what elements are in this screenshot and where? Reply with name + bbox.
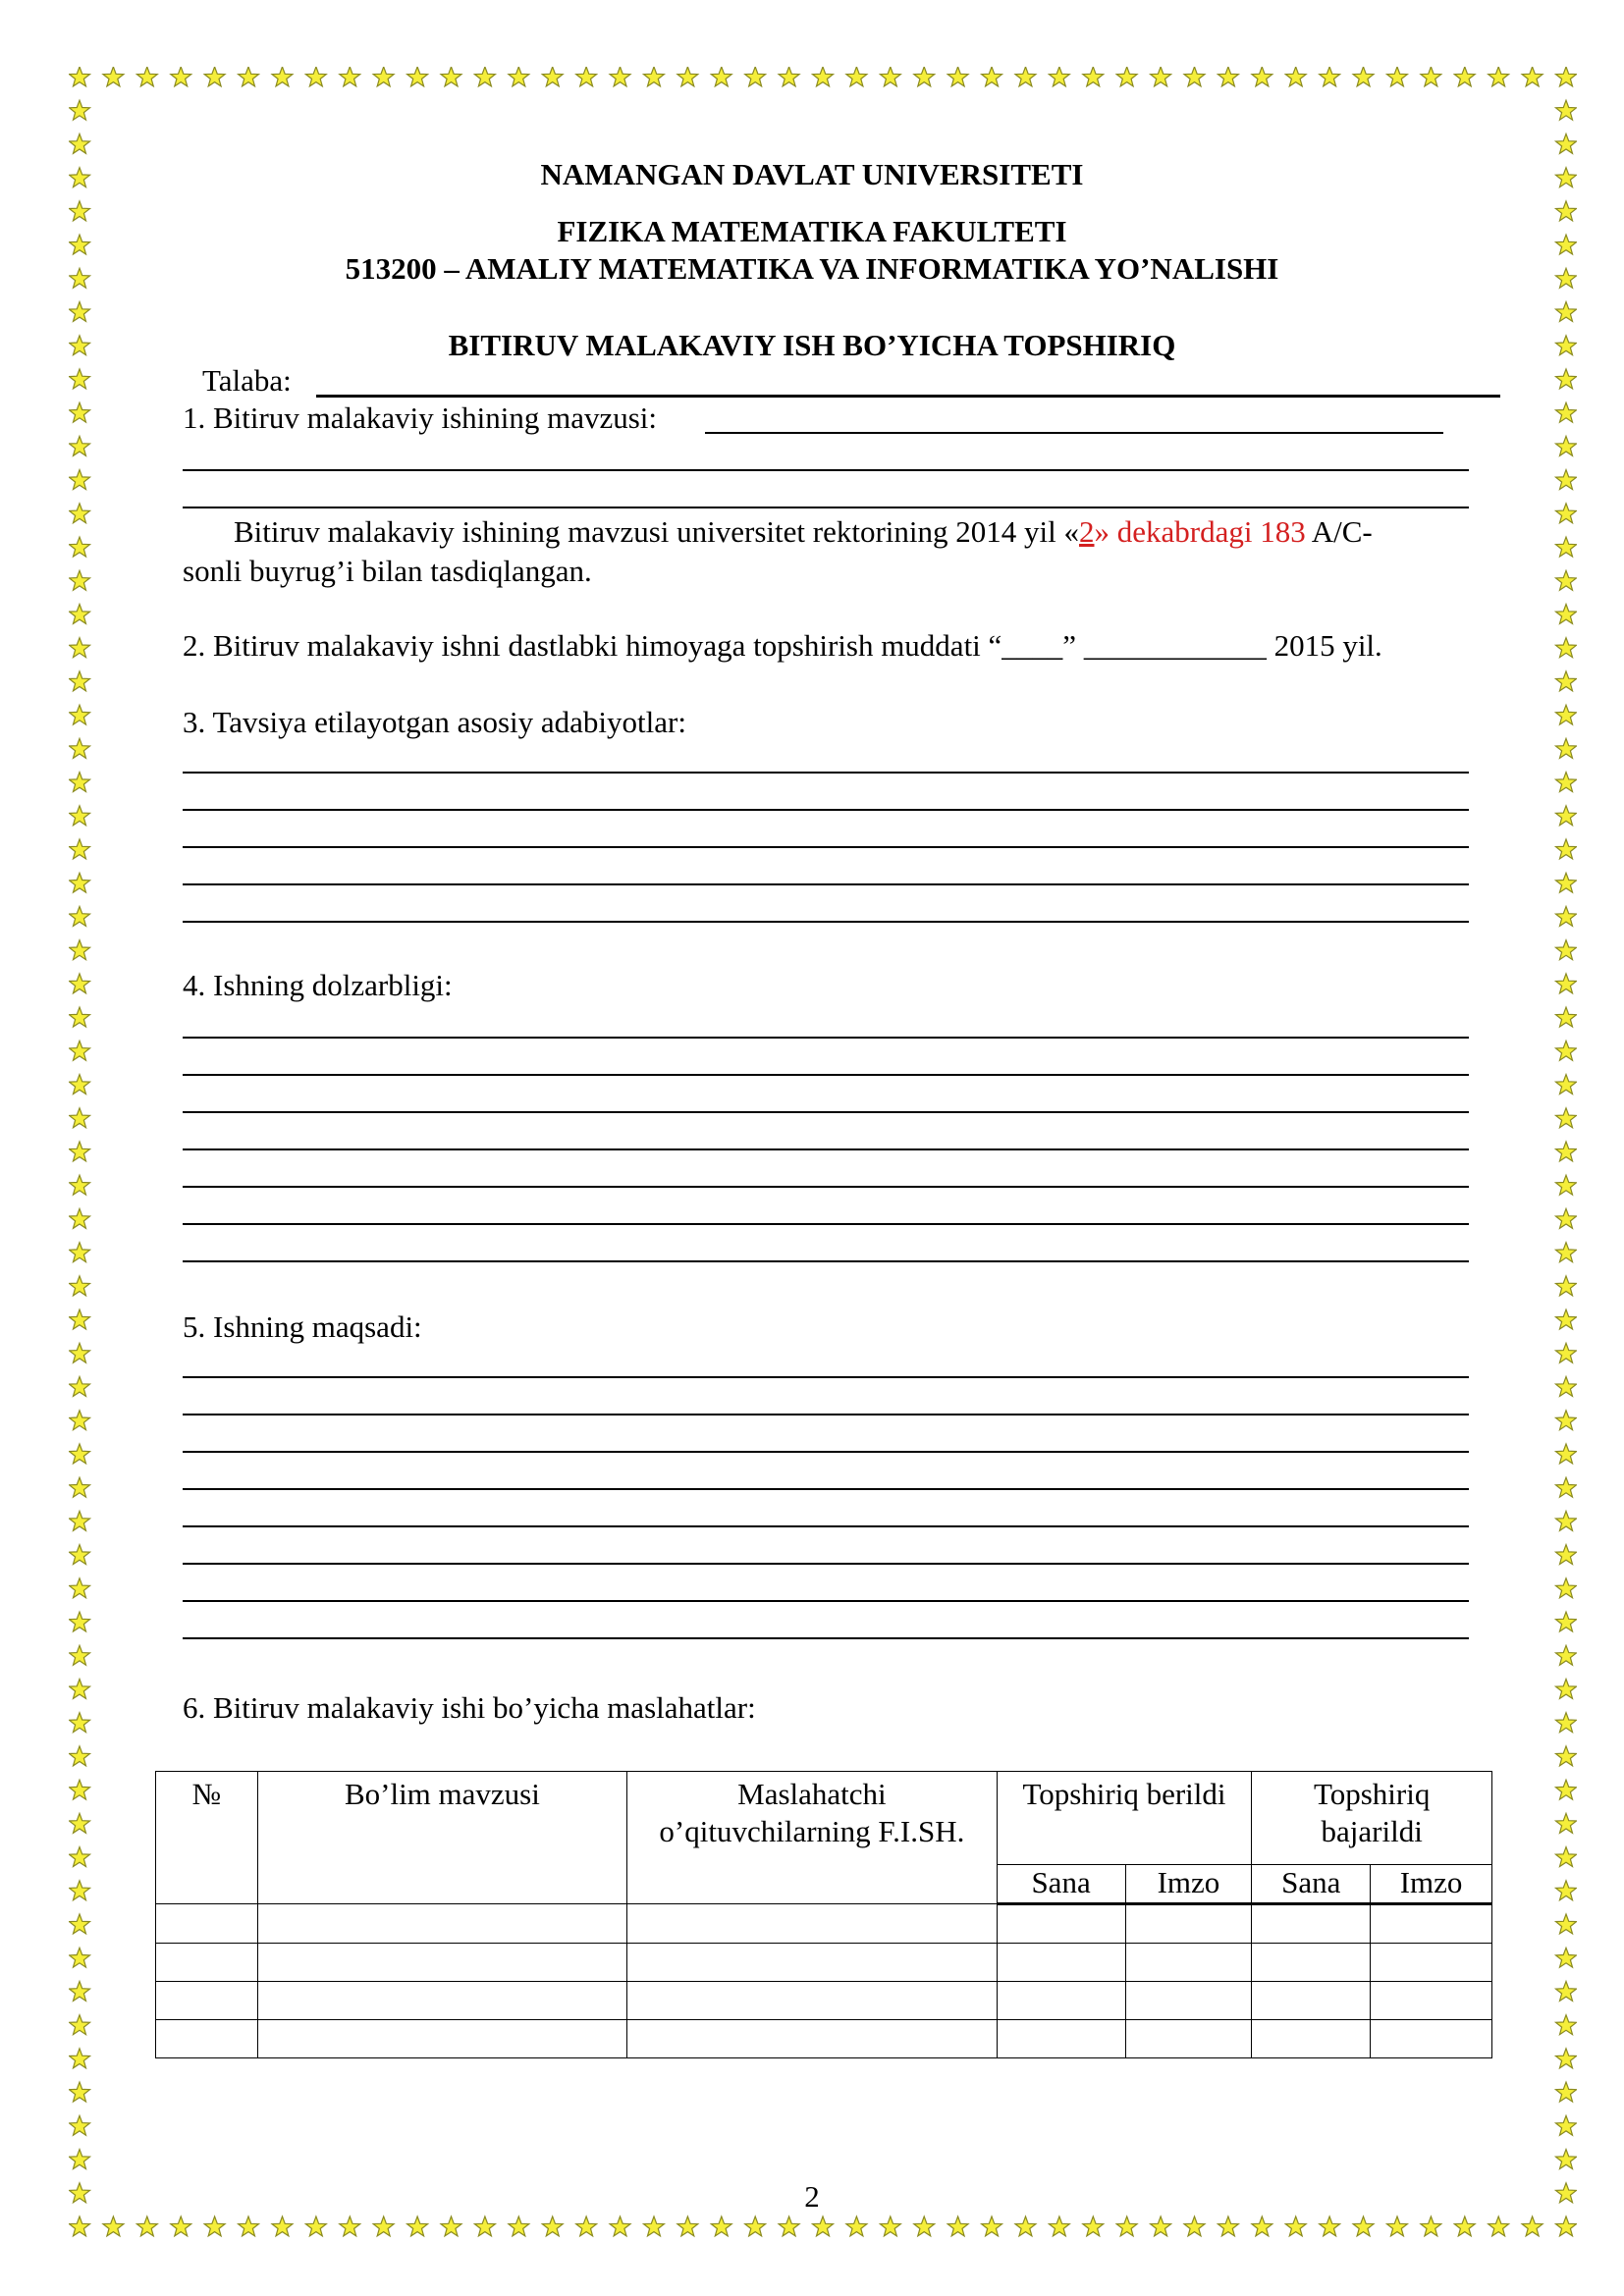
approval-paragraph [183,512,1516,552]
relevance-line[interactable] [183,1260,1469,1262]
table-cell[interactable] [156,2020,258,2058]
literature-line[interactable] [183,809,1469,811]
topic-label: 1. Bitiruv malakaviy ishining mavzusi: [183,400,658,435]
table-cell[interactable] [156,1982,258,2020]
table-cell[interactable] [1125,2020,1252,2058]
table-cell[interactable] [1252,1944,1371,1982]
approval-date: » dekabrdagi 183 [1094,514,1306,549]
table-cell[interactable] [1125,1944,1252,1982]
goal-line[interactable] [183,1414,1469,1415]
table-cell[interactable] [1371,1904,1492,1944]
literature-line[interactable] [183,883,1469,885]
table-cell[interactable] [1252,2020,1371,2058]
sub-header-sign: Imzo [1371,1865,1492,1904]
table-cell[interactable] [1371,1982,1492,2020]
table-cell[interactable] [627,2020,997,2058]
table-cell[interactable] [627,1944,997,1982]
col-header-done [1252,1772,1492,1865]
goal-line[interactable] [183,1488,1469,1490]
table-cell[interactable] [1125,1982,1252,2020]
goal-line[interactable] [183,1376,1469,1378]
col-header-consultant-line1: Maslahatchi [737,1777,887,1811]
literature-line[interactable] [183,846,1469,848]
table-cell[interactable] [627,1982,997,2020]
col-header-number: № [156,1772,258,1904]
literature-line[interactable] [183,772,1469,774]
col-header-section: Bo’lim mavzusi [257,1772,626,1904]
table-cell[interactable] [627,1904,997,1944]
table-cell[interactable] [257,1904,626,1944]
approval-text: Bitiruv malakaviy ishining mavzusi universitet rektorining 2014 yil « [234,514,1079,549]
table-cell[interactable] [257,1982,626,2020]
relevance-line[interactable] [183,1148,1469,1150]
goal-line[interactable] [183,1525,1469,1527]
student-label: Talaba: [202,363,292,398]
sub-header-sign: Imzo [1125,1865,1252,1904]
col-header-done-line2: bajarildi [1321,1814,1423,1848]
table-cell[interactable] [1371,1944,1492,1982]
consultations-label: 6. Bitiruv malakaviy ishi bo’yicha maslahatlar: [183,1690,756,1725]
table-cell[interactable] [1252,1904,1371,1944]
table-cell[interactable] [257,1944,626,1982]
table-row [156,1904,1492,1944]
relevance-line[interactable] [183,1037,1469,1039]
relevance-line[interactable] [183,1074,1469,1076]
col-header-done-line1: Topshiriq [1313,1777,1431,1811]
approval-day: 2 [1079,514,1095,549]
table-cell[interactable] [156,1944,258,1982]
university-name: NAMANGAN DAVLAT UNIVERSITETI [540,157,1084,191]
relevance-line[interactable] [183,1223,1469,1225]
table-cell[interactable] [1371,2020,1492,2058]
goal-label: 5. Ishning maqsadi: [183,1309,422,1344]
sub-header-date: Sana [997,1865,1125,1904]
table-cell[interactable] [997,1944,1125,1982]
page-number: 2 [804,2179,820,2214]
goal-line[interactable] [183,1600,1469,1602]
topic-field-line[interactable] [183,507,1469,508]
col-header-consultant [627,1772,997,1904]
relevance-line[interactable] [183,1186,1469,1188]
table-cell[interactable] [156,1904,258,1944]
topic-field-line[interactable] [183,469,1469,471]
relevance-line[interactable] [183,1111,1469,1113]
goal-line[interactable] [183,1563,1469,1565]
topic-field[interactable] [705,432,1443,434]
table-cell[interactable] [1125,1904,1252,1944]
col-header-given: Topshiriq berildi [997,1772,1252,1865]
goal-line[interactable] [183,1637,1469,1639]
student-field[interactable] [316,395,1500,398]
table-cell[interactable] [997,2020,1125,2058]
approval-text-line2: sonli buyrug’i bilan tasdiqlangan. [183,554,592,588]
consultations-table [155,1771,1492,2058]
sub-header-date: Sana [1252,1865,1371,1904]
table-row [156,1944,1492,1982]
direction-name: 513200 – AMALIY MATEMATIKA VA INFORMATIKA YO’NALISHI [345,251,1279,286]
literature-line[interactable] [183,921,1469,923]
table-cell[interactable] [1252,1982,1371,2020]
relevance-label: 4. Ishning dolzarbligi: [183,968,453,1002]
table-row [156,1982,1492,2020]
literature-label: 3. Tavsiya etilayotgan asosiy adabiyotlar: [183,705,686,739]
table-cell[interactable] [997,1904,1125,1944]
faculty-name: FIZIKA MATEMATIKA FAKULTETI [557,214,1067,248]
table-cell[interactable] [257,2020,626,2058]
col-header-consultant-line2: o’qituvchilarning F.I.SH. [659,1814,965,1848]
deadline-text: 2. Bitiruv malakaviy ishni dastlabki himoyaga topshirish muddati “____” ____________ 2015 yil. [183,628,1382,663]
document-title: BITIRUV MALAKAVIY ISH BO’YICHA TOPSHIRIQ [448,328,1176,362]
goal-line[interactable] [183,1451,1469,1453]
table-row [156,2020,1492,2058]
table-cell[interactable] [997,1982,1125,2020]
approval-text-end: A/C- [1305,514,1373,549]
